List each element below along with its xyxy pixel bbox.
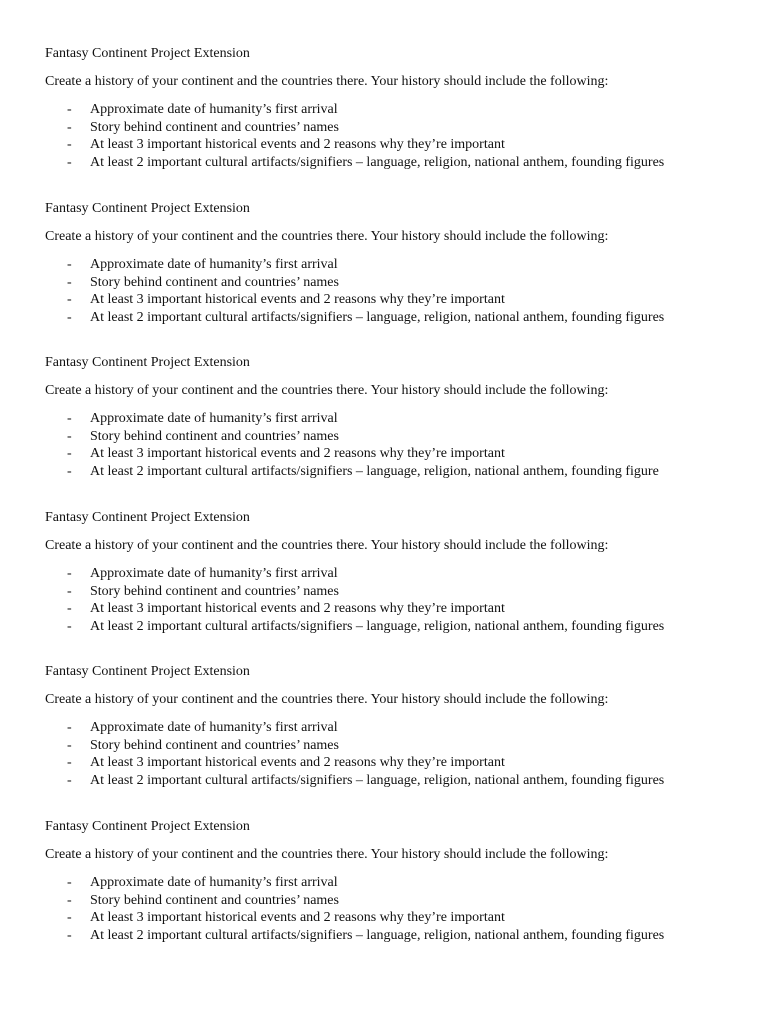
bullet-marker: -	[67, 737, 72, 753]
list-item-text: Approximate date of humanity’s first arrival	[90, 720, 338, 735]
section-title: Fantasy Continent Project Extension	[45, 510, 250, 525]
list-item-text: At least 2 important cultural artifacts/signifiers – language, religion, national anthem, founding figures	[90, 772, 665, 788]
bullet-marker: -	[67, 772, 72, 788]
section-title: Fantasy Continent Project Extension	[45, 664, 250, 679]
list-item-text: At least 3 important historical events and 2 reasons why they’re important	[90, 137, 505, 153]
bullet-marker: -	[67, 566, 72, 581]
list-item-text: At least 2 important cultural artifacts/signifiers – language, religion, national anthem, founding figure	[90, 463, 659, 479]
bullet-marker: -	[67, 618, 72, 634]
bullet-marker: -	[67, 583, 72, 599]
list-item-text: At least 2 important cultural artifacts/signifiers – language, religion, national anthem, founding figures	[90, 309, 665, 325]
list-item-text: Approximate date of humanity’s first arrival	[90, 257, 338, 272]
bullet-marker: -	[67, 102, 72, 117]
section-intro: Create a history of your continent and the countries there. Your history should include the following:	[45, 229, 609, 244]
bullet-marker: -	[67, 601, 72, 617]
list-item-text: At least 3 important historical events and 2 reasons why they’re important	[90, 292, 505, 308]
bullet-marker: -	[67, 720, 72, 735]
bullet-marker: -	[67, 892, 72, 908]
list-item-text: Approximate date of humanity’s first arrival	[90, 566, 338, 581]
bullet-marker: -	[67, 257, 72, 272]
list-item-text: Story behind continent and countries’ names	[90, 119, 339, 135]
bullet-marker: -	[67, 411, 72, 426]
section-intro: Create a history of your continent and the countries there. Your history should include the following:	[45, 692, 609, 707]
list-item-text: Story behind continent and countries’ names	[90, 274, 339, 290]
list-item-text: Story behind continent and countries’ names	[90, 428, 339, 444]
section-title: Fantasy Continent Project Extension	[45, 46, 250, 61]
section-intro: Create a history of your continent and the countries there. Your history should include the following:	[45, 847, 609, 862]
section-title: Fantasy Continent Project Extension	[45, 819, 250, 834]
list-item-text: At least 2 important cultural artifacts/signifiers – language, religion, national anthem, founding figures	[90, 154, 665, 170]
bullet-marker: -	[67, 910, 72, 926]
bullet-marker: -	[67, 446, 72, 462]
list-item-text: Story behind continent and countries’ names	[90, 737, 339, 753]
bullet-marker: -	[67, 154, 72, 170]
list-item-text: At least 3 important historical events and 2 reasons why they’re important	[90, 446, 505, 462]
list-item-text: Story behind continent and countries’ names	[90, 892, 339, 908]
list-item-text: At least 3 important historical events and 2 reasons why they’re important	[90, 910, 505, 926]
bullet-marker: -	[67, 309, 72, 325]
list-item-text: At least 2 important cultural artifacts/signifiers – language, religion, national anthem, founding figures	[90, 927, 665, 943]
section-intro: Create a history of your continent and the countries there. Your history should include the following:	[45, 74, 609, 89]
list-item-text: At least 3 important historical events and 2 reasons why they’re important	[90, 601, 505, 617]
list-item-text: At least 2 important cultural artifacts/signifiers – language, religion, national anthem, founding figures	[90, 618, 665, 634]
section-intro: Create a history of your continent and the countries there. Your history should include the following:	[45, 538, 609, 553]
bullet-marker: -	[67, 137, 72, 153]
bullet-marker: -	[67, 463, 72, 479]
bullet-marker: -	[67, 927, 72, 943]
bullet-marker: -	[67, 428, 72, 444]
section-title: Fantasy Continent Project Extension	[45, 201, 250, 216]
list-item-text: At least 3 important historical events and 2 reasons why they’re important	[90, 755, 505, 771]
bullet-marker: -	[67, 274, 72, 290]
section-title: Fantasy Continent Project Extension	[45, 355, 250, 370]
bullet-marker: -	[67, 292, 72, 308]
list-item-text: Story behind continent and countries’ names	[90, 583, 339, 599]
bullet-marker: -	[67, 875, 72, 890]
list-item-text: Approximate date of humanity’s first arrival	[90, 102, 338, 117]
section-intro: Create a history of your continent and the countries there. Your history should include the following:	[45, 383, 609, 398]
list-item-text: Approximate date of humanity’s first arrival	[90, 875, 338, 890]
bullet-marker: -	[67, 119, 72, 135]
bullet-marker: -	[67, 755, 72, 771]
list-item-text: Approximate date of humanity’s first arrival	[90, 411, 338, 426]
